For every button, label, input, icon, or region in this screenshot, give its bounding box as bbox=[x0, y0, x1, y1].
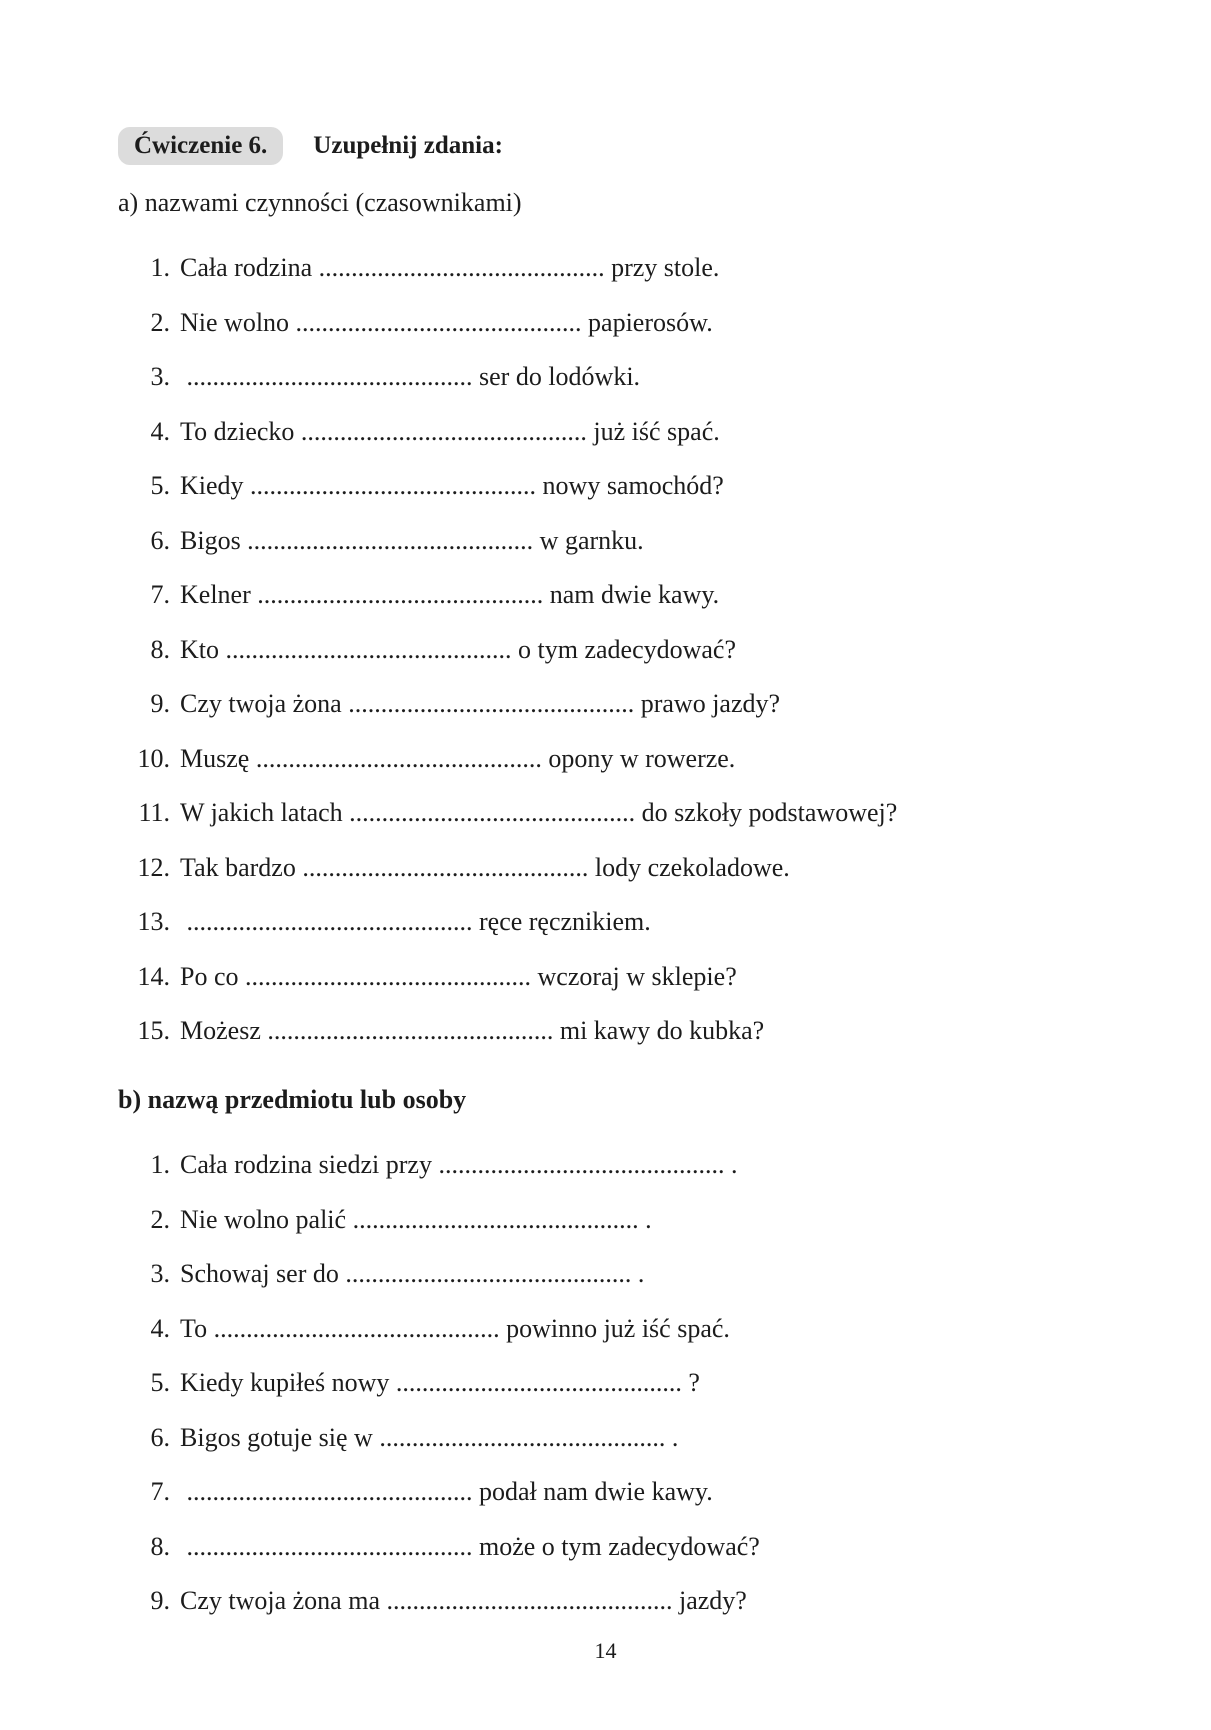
item-text: Cała rodzina ............................................ przy stole. bbox=[180, 253, 720, 282]
item-number: 3. bbox=[150, 1259, 170, 1288]
item-text: ............................................ podał nam dwie kawy. bbox=[180, 1477, 713, 1506]
item-text: Tak bardzo ............................................ lody czekoladowe. bbox=[180, 852, 790, 882]
item-number: 5. bbox=[150, 471, 170, 500]
exercise-item bbox=[118, 1418, 678, 1458]
exercise-item bbox=[118, 412, 720, 452]
item-text: Kelner ............................................ nam dwie kawy. bbox=[180, 580, 720, 609]
item-number: 5. bbox=[150, 1368, 170, 1397]
item-text: W jakich latach ............................................ do szkoły podstawowej? bbox=[180, 798, 898, 827]
item-number: 15. bbox=[137, 1016, 170, 1045]
exercise-header bbox=[118, 127, 503, 165]
item-text: Nie wolno palić ............................................ . bbox=[180, 1204, 652, 1234]
item-text: ............................................ ręce ręcznikiem. bbox=[180, 907, 651, 936]
item-text: Czy twoja żona ............................................ prawo jazdy? bbox=[180, 689, 781, 718]
item-number: 9. bbox=[150, 689, 170, 718]
exercise-item bbox=[118, 303, 713, 343]
item-number: 10. bbox=[137, 743, 170, 773]
item-number: 14. bbox=[137, 961, 170, 991]
item-text: ............................................ może o tym zadecydować? bbox=[180, 1531, 760, 1561]
item-number: 12. bbox=[137, 852, 170, 882]
item-text: To ............................................ powinno już iść spać. bbox=[180, 1313, 730, 1343]
item-text: Kto ............................................ o tym zadecydować? bbox=[180, 634, 737, 664]
item-text: Kiedy kupiłeś nowy ............................................ ? bbox=[180, 1368, 700, 1397]
exercise-item bbox=[118, 357, 640, 397]
exercise-item bbox=[118, 793, 897, 833]
exercise-item bbox=[118, 248, 719, 288]
section-b-title: b) nazwą przedmiotu lub osoby bbox=[118, 1085, 467, 1114]
exercise-item bbox=[118, 521, 644, 561]
exercise-item bbox=[118, 1527, 760, 1567]
exercise-item bbox=[118, 1581, 747, 1621]
exercise-item bbox=[118, 1254, 644, 1294]
exercise-item bbox=[118, 848, 790, 888]
item-text: Bigos gotuje się w ............................................ . bbox=[180, 1422, 679, 1452]
section-a-title: a) nazwami czynności (czasownikami) bbox=[118, 188, 522, 217]
item-number: 7. bbox=[150, 1477, 170, 1506]
item-text: Cała rodzina siedzi przy ............................................ . bbox=[180, 1150, 738, 1179]
exercise-item bbox=[118, 739, 735, 779]
item-text: Muszę ............................................ opony w rowerze. bbox=[180, 743, 736, 773]
item-number: 2. bbox=[150, 1204, 170, 1234]
item-text: Kiedy ............................................ nowy samochód? bbox=[180, 471, 724, 500]
exercise-item bbox=[118, 684, 780, 724]
item-number: 4. bbox=[150, 1313, 170, 1343]
exercise-badge: Ćwiczenie 6. bbox=[118, 127, 283, 165]
exercise-instruction: Uzupełnij zdania: bbox=[313, 132, 503, 159]
item-number: 4. bbox=[150, 416, 170, 446]
item-text: Możesz ............................................ mi kawy do kubka? bbox=[180, 1016, 765, 1045]
item-text: Bigos ............................................ w garnku. bbox=[180, 525, 644, 555]
exercise-item bbox=[118, 466, 724, 506]
exercise-item bbox=[118, 1200, 652, 1240]
exercise-item bbox=[118, 1363, 700, 1403]
item-number: 11. bbox=[138, 798, 170, 827]
page-number: 14 bbox=[594, 1638, 617, 1663]
item-number: 1. bbox=[150, 253, 170, 282]
item-number: 9. bbox=[150, 1586, 170, 1615]
exercise-item bbox=[118, 575, 719, 615]
item-number: 7. bbox=[150, 580, 170, 609]
item-text: Nie wolno ............................................ papierosów. bbox=[180, 307, 713, 337]
item-number: 1. bbox=[150, 1150, 170, 1179]
item-number: 6. bbox=[150, 1422, 170, 1452]
item-text: Po co ............................................ wczoraj w sklepie? bbox=[180, 961, 737, 991]
item-text: To dziecko ............................................ już iść spać. bbox=[180, 416, 720, 446]
exercise-item bbox=[118, 1309, 730, 1349]
item-number: 8. bbox=[150, 1531, 170, 1561]
exercise-item bbox=[118, 1145, 737, 1185]
item-number: 3. bbox=[150, 362, 170, 391]
item-number: 13. bbox=[137, 907, 170, 936]
item-number: 6. bbox=[150, 525, 170, 555]
exercise-item bbox=[118, 630, 736, 670]
exercise-item bbox=[118, 957, 737, 997]
item-number: 2. bbox=[150, 307, 170, 337]
item-text: Czy twoja żona ma ............................................ jazdy? bbox=[180, 1586, 747, 1615]
item-text: Schowaj ser do ............................................ . bbox=[180, 1259, 645, 1288]
exercise-item bbox=[118, 1011, 764, 1051]
item-number: 8. bbox=[150, 634, 170, 664]
item-text: ............................................ ser do lodówki. bbox=[180, 362, 641, 391]
exercise-item bbox=[118, 1472, 713, 1512]
exercise-item bbox=[118, 902, 651, 942]
